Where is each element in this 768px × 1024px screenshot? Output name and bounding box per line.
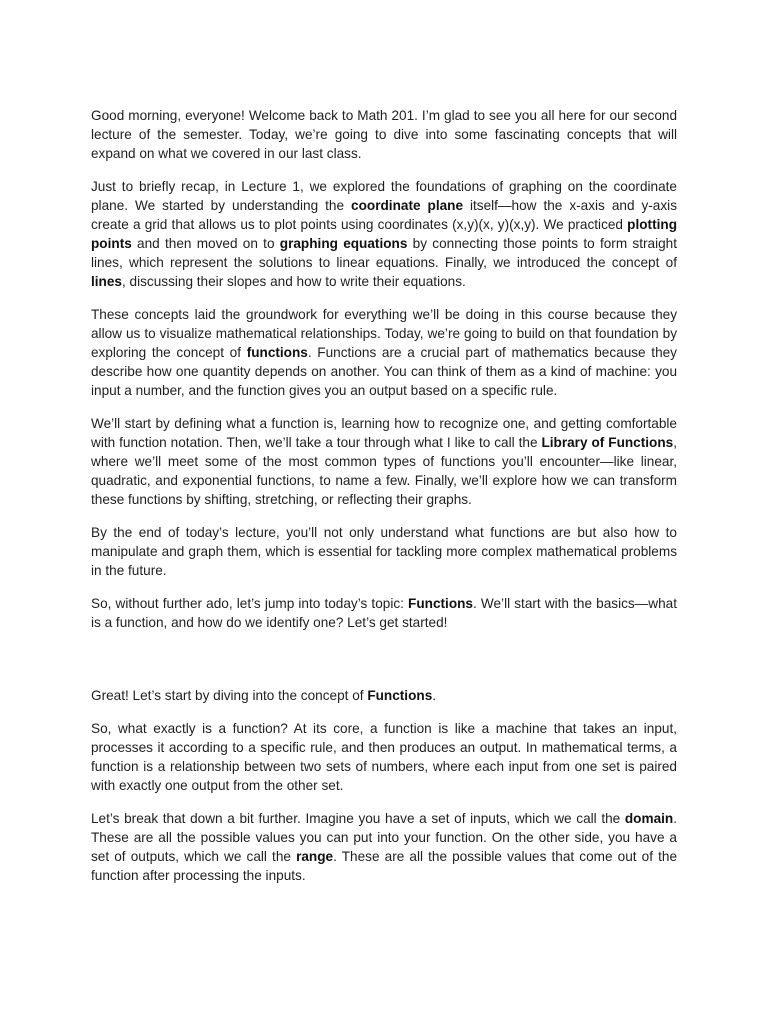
- paragraph-groundwork: [91, 305, 677, 400]
- paragraph-text: . These are all the possible values you can put into your function. On the other side, you have a set of outputs, which we call the: [91, 811, 677, 864]
- paragraph-text: Great! Let’s start by diving into the concept of: [91, 688, 368, 703]
- paragraph-text: So, without further ado, let’s jump into today’s topic:: [91, 596, 409, 611]
- term-graphing-equations: graphing equations: [279, 236, 408, 251]
- paragraph-recap: [91, 177, 677, 291]
- term-functions: functions: [246, 345, 308, 360]
- paragraph-text: . These are all the possible values that come out of the function after processing the inputs.: [91, 849, 678, 883]
- paragraph-text: itself—how the x-axis and y-axis create a grid that allows us to plot points using coordinates (x,y)(x, y)(x,y). We practiced: [91, 198, 677, 232]
- paragraph-text: and then moved on to: [131, 236, 280, 251]
- paragraph-text: So, what exactly is a function? At its core, a function is like a machine that takes an input, processes it according to a specific rule, and then produces an output. In mathematical terms, a function is a relationship between two sets of numbers, where each input from one set is paired with exactly one output from the other set.: [91, 721, 677, 793]
- term-functions-topic: Functions: [408, 596, 473, 611]
- paragraph-domain-range: [91, 809, 677, 885]
- term-domain: domain: [624, 811, 674, 826]
- paragraph-plan: [91, 414, 677, 509]
- paragraph-topic: [91, 594, 677, 632]
- term-library-of-functions: Library of Functions: [541, 435, 674, 450]
- term-functions-heading: Functions: [367, 688, 433, 703]
- section-gap: [91, 646, 677, 686]
- paragraph-definition: [91, 719, 677, 795]
- term-plotting-points: plotting points: [91, 217, 677, 251]
- paragraph-text: . We’ll start with the basics—what is a function, and how do we identify one? Let’s get started!: [91, 596, 677, 630]
- paragraph-text: , discussing their slopes and how to write their equations.: [121, 274, 466, 289]
- term-lines: lines: [91, 274, 122, 289]
- paragraph-text: We’ll start by defining what a function is, learning how to recognize one, and getting comfortable with function notation. Then, we’ll take a tour through what I like to call the: [91, 416, 677, 450]
- paragraph-text: Good morning, everyone! Welcome back to Math 201. I’m glad to see you all here for our second lecture of the semester. Today, we’re going to dive into some fascinating concepts that will expand on what we covered in our last class.: [91, 108, 677, 161]
- paragraph-text: These concepts laid the groundwork for everything we’ll be doing in this course because they allow us to visualize mathematical relationships. Today, we’re going to build on that foundation by exploring the concept of: [91, 307, 677, 360]
- term-coordinate-plane: coordinate plane: [351, 198, 464, 213]
- paragraph-text: Let’s break that down a bit further. Imagine you have a set of inputs, which we call the: [91, 811, 625, 826]
- paragraph-intro-functions: [91, 686, 677, 705]
- paragraph-text: Just to briefly recap, in Lecture 1, we explored the foundations of graphing on the coordinate plane. We started by understanding the: [91, 179, 677, 213]
- paragraph-goals: [91, 523, 677, 580]
- paragraph-text: .: [432, 688, 437, 703]
- paragraph-text: . Functions are a crucial part of mathematics because they describe how one quantity depends on another. You can think of them as a kind of machine: you input a number, and the function gives you an output based on a specific rule.: [91, 345, 677, 398]
- term-range: range: [296, 849, 334, 864]
- paragraph-text: , where we’ll meet some of the most common types of functions you’ll encounter—like linear, quadratic, and exponential functions, to name a few. Finally, we’ll explore how we can transform these functions by shifting, stretching, or reflecting their graphs.: [91, 435, 677, 507]
- paragraph-welcome: [91, 106, 677, 163]
- document-page: [91, 106, 677, 899]
- paragraph-text: by connecting those points to form straight lines, which represent the solutions to linear equations. Finally, we introduced the concept of: [91, 236, 677, 270]
- paragraph-text: By the end of today’s lecture, you’ll not only understand what functions are but also how to manipulate and graph them, which is essential for tackling more complex mathematical problems in the future.: [91, 525, 677, 578]
